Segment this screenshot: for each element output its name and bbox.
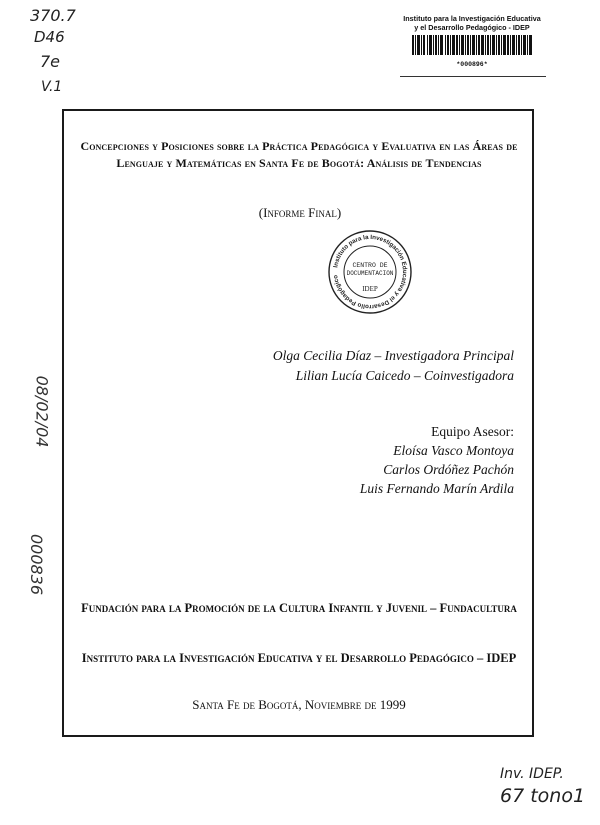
label-institution-line2: y el Desarrollo Pedagógico - IDEP — [414, 23, 530, 32]
label-divider — [400, 76, 546, 77]
handwritten-call-number-line3: 7e — [40, 52, 61, 71]
advisory-team-heading: Equipo Asesor: — [431, 424, 514, 439]
handwritten-side-code: 000836 — [27, 533, 47, 596]
place-and-date: Santa Fe de Bogotá, Noviembre de 1999 — [192, 697, 406, 712]
organization-idep: Instituto para la Investigación Educativa y el Desarrollo Pedagógico – IDEP — [81, 651, 517, 665]
barcode-graphic — [412, 35, 532, 55]
library-barcode-label — [396, 14, 548, 68]
organization-fundacultura: Fundación para la Promoción de la Cultura Infantil y Juvenil – Fundacultura — [81, 601, 517, 615]
author-principal: Olga Cecilia Díaz – Investigadora Principal — [272, 348, 514, 363]
advisory-team-member: Carlos Ordóñez Pachón — [383, 462, 514, 477]
stamp-center-line1: CENTRO DE — [352, 262, 388, 269]
handwritten-call-number-line2: D46 — [34, 28, 65, 46]
advisory-team-member: Eloísa Vasco Montoya — [393, 443, 514, 458]
document-title: Concepciones y Posiciones sobre la Práctica Pedagógica y Evaluativa en las Áreas de Lenguaje y Matemáticas en Santa Fe de Bogotá: Análisis de Tendencias — [80, 139, 518, 170]
inventory-line2: 67 tono1 — [500, 785, 586, 807]
documentation-center-stamp — [327, 229, 413, 315]
authors-block — [273, 346, 514, 386]
barcode-number: *000896* — [456, 61, 488, 68]
advisory-team-block — [360, 422, 514, 498]
advisory-team-member: Luis Fernando Marín Ardila — [359, 481, 514, 496]
handwritten-inventory-note — [500, 767, 585, 806]
inventory-line1: Inv. IDEP. — [500, 766, 564, 782]
handwritten-volume-number: V.1 — [41, 79, 63, 95]
handwritten-side-date: 08/02/04 — [32, 375, 52, 448]
stamp-center-line2: DOCUMENTACION — [346, 270, 394, 277]
author-co-investigator: Lilian Lucía Caicedo – Coinvestigadora — [295, 368, 514, 383]
stamp-ring-text: Instituto para la Investigación Educativa y el Desarrollo Pedagógico — [332, 233, 409, 311]
handwritten-call-number-line1: 370.7 — [30, 6, 76, 25]
stamp-bottom-text: IDEP — [362, 285, 378, 293]
document-subtitle: (Informe Final) — [258, 205, 342, 220]
label-institution-line1: Instituto para la Investigación Educativa — [403, 14, 541, 23]
